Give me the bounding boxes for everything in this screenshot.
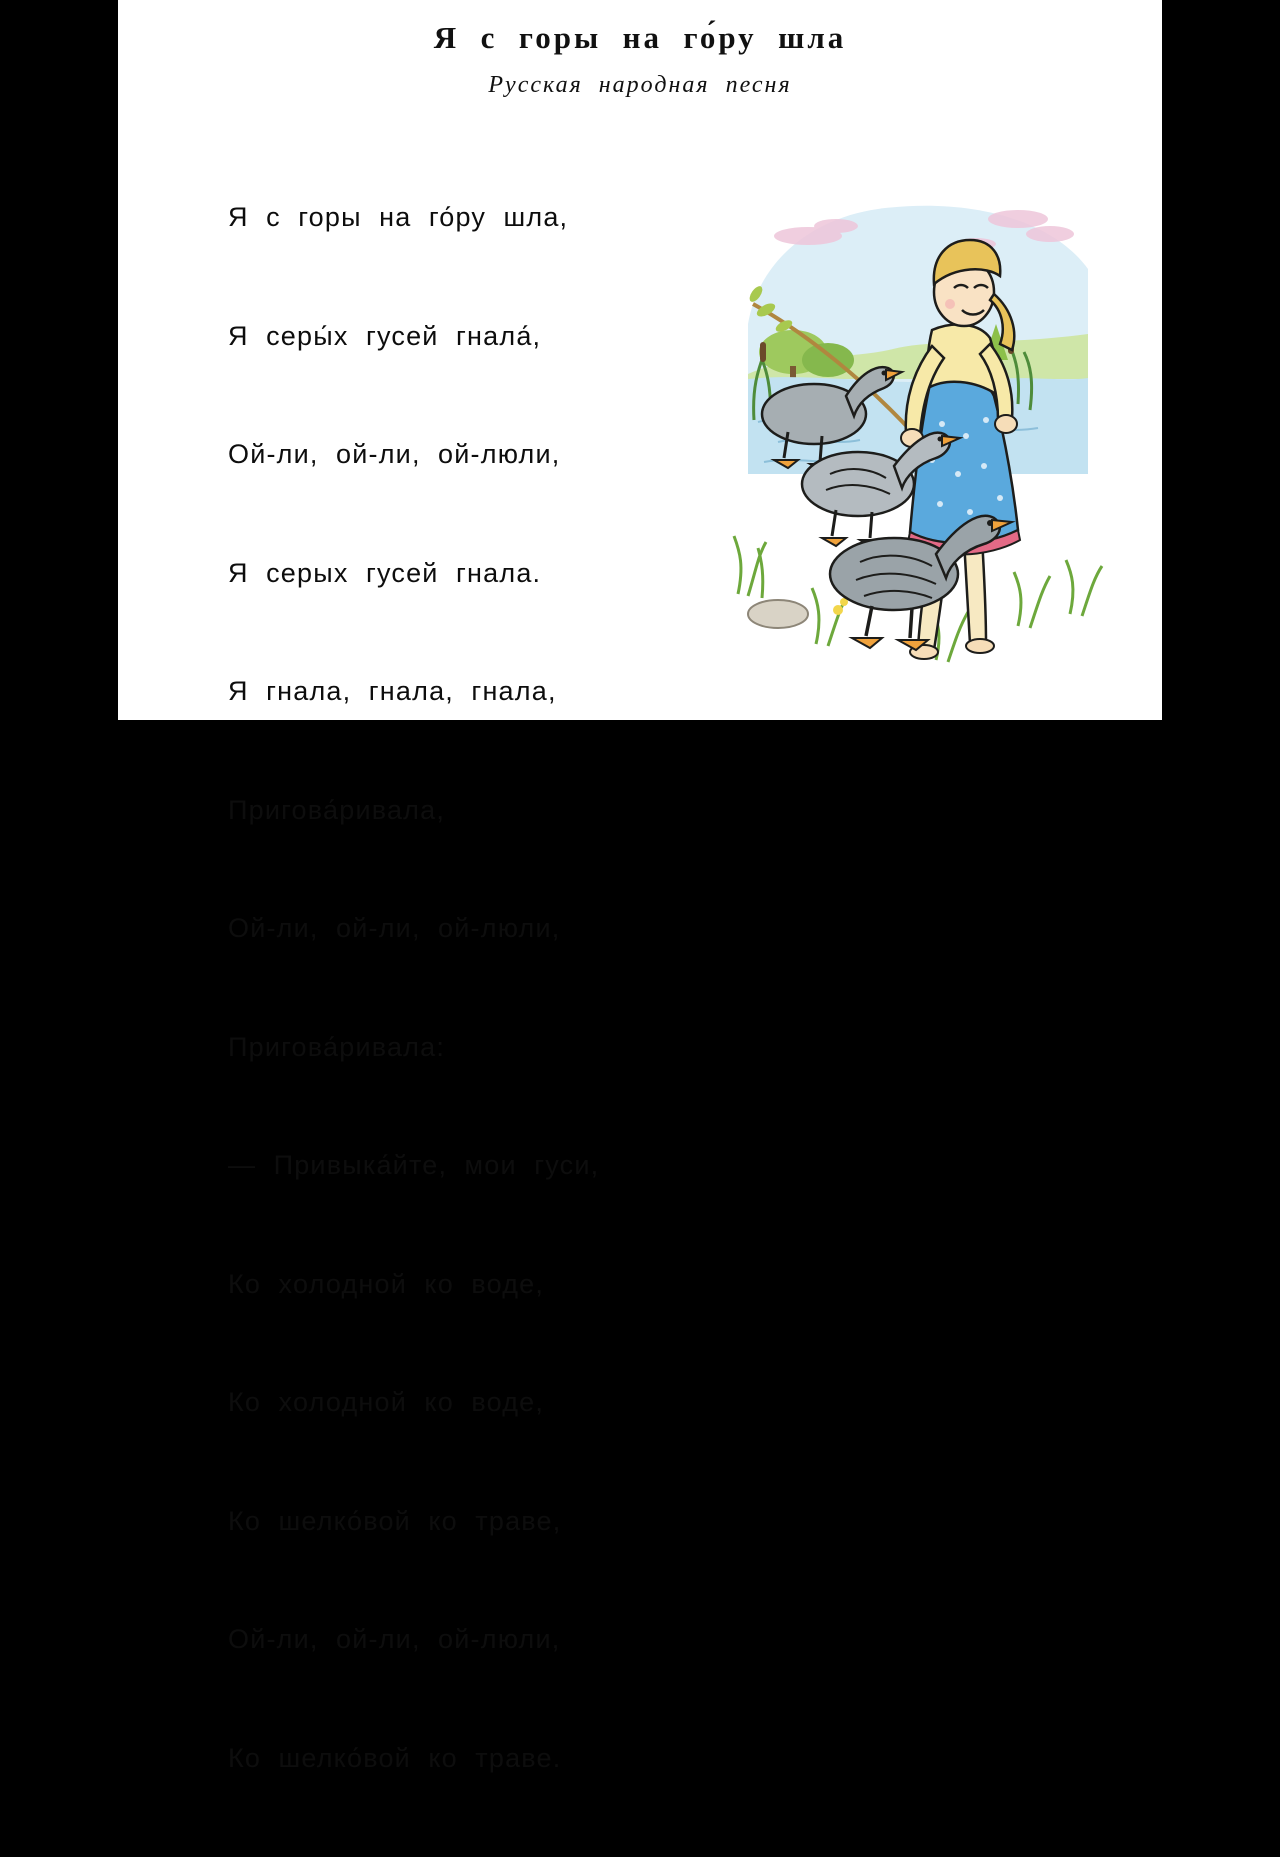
document-page: [118, 0, 1162, 1773]
poem-line: Я серых гусей гнала.: [228, 557, 542, 588]
poem-line: Ко холодной ко воде,: [228, 1268, 545, 1299]
poem-line: Я с горы на го́ру шла,: [228, 202, 569, 232]
poem-line: Ко холодной ко воде,: [228, 1387, 545, 1417]
poem-line: Ой-ли, ой-ли, ой-люли,: [228, 913, 561, 943]
poem-line: Пригова́ривала:: [228, 1031, 446, 1062]
poem-line: Пригова́ривала,: [228, 794, 446, 825]
poem-line: Ко шелко́вой ко траве,: [228, 1505, 562, 1536]
poem-line: — Привыка́йте, мои гуси,: [228, 1150, 600, 1180]
page-body: [118, 119, 1162, 1773]
poem-line: Ой-ли, ой-ли, ой-люли,: [228, 1624, 561, 1654]
page-subtitle: Русская народная песня: [488, 72, 792, 98]
poem-line: Я гнала, гнала, гнала,: [228, 676, 557, 706]
illustration-svg: [718, 174, 1118, 669]
illustration-image: [718, 174, 1118, 669]
poem-line: Ко шелко́вой ко траве.: [228, 1742, 562, 1773]
page-title: Я с горы на го́ру шла: [433, 20, 847, 55]
poem-text: [228, 119, 728, 1857]
stone-shape: [748, 600, 808, 628]
poem-line: Я серы́х гусей гнала́,: [228, 320, 542, 351]
poem-line: Ой-ли, ой-ли, ой-люли,: [228, 439, 561, 469]
